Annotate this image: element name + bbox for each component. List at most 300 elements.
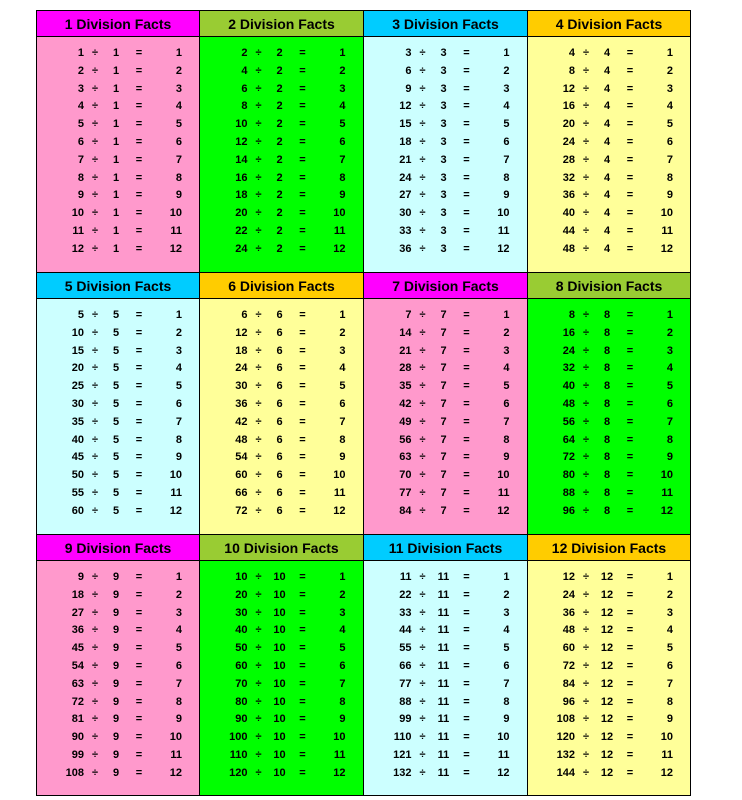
dividend: 10 [235,571,248,583]
equals-sign: = [135,344,143,357]
divisor: 2 [276,135,283,148]
equals-sign: = [135,766,143,779]
quotient: 5 [666,642,673,655]
fact-row [200,187,363,205]
quotient: 5 [666,118,673,131]
division-table-title: 4 Division Facts [528,11,690,37]
dividend: 63 [71,677,84,690]
divisor: 3 [440,118,447,131]
quotient: 3 [503,82,510,95]
division-table-title: 1 Division Facts [37,11,199,37]
equals-sign: = [626,224,634,237]
dividend: 8 [568,64,575,77]
dividend: 40 [235,624,248,637]
divide-sign: ÷ [255,451,262,464]
fact-row [200,205,363,223]
divisor: 5 [112,486,120,499]
divide-sign: ÷ [582,469,590,482]
divisor: 12 [600,659,614,672]
dividend: 16 [562,326,575,339]
division-table-8 [528,273,690,535]
fact-row [37,605,199,623]
divide-sign: ÷ [419,748,426,761]
dividend: 120 [229,766,248,779]
division-table-body [37,561,199,795]
equals-sign: = [135,64,143,77]
quotient: 1 [503,47,510,59]
equals-sign: = [463,606,470,619]
fact-row [200,360,363,378]
dividend: 96 [562,695,575,708]
quotient: 9 [503,713,510,726]
quotient: 12 [169,242,182,255]
divisor: 2 [276,171,283,184]
fact-row [528,694,690,712]
dividend: 72 [562,451,575,464]
quotient: 10 [497,731,510,744]
quotient: 12 [497,242,510,255]
divisor: 5 [112,433,120,446]
quotient: 11 [497,486,510,499]
divide-sign: ÷ [255,207,262,220]
quotient: 8 [175,433,182,446]
dividend: 24 [235,362,248,375]
quotient: 4 [175,362,182,375]
divisor: 9 [112,606,120,619]
divisor: 4 [603,135,611,148]
divisor: 6 [276,451,283,464]
dividend: 60 [235,659,248,672]
quotient: 5 [339,642,346,655]
divisor: 11 [437,606,450,619]
divide-sign: ÷ [255,171,262,184]
division-table-5 [37,273,200,535]
divide-sign: ÷ [255,624,262,637]
fact-row [528,503,690,521]
divide-sign: ÷ [582,766,590,779]
divide-sign: ÷ [255,571,262,583]
dividend: 30 [399,207,412,220]
fact-row [200,765,363,783]
division-table-4 [528,11,690,273]
equals-sign: = [135,642,143,655]
divide-sign: ÷ [255,344,262,357]
divide-sign: ÷ [255,677,262,690]
divide-sign: ÷ [91,224,99,237]
divisor: 3 [440,207,447,220]
equals-sign: = [299,713,306,726]
fact-row [364,605,527,623]
dividend: 90 [235,713,248,726]
divisor: 9 [112,588,120,601]
equals-sign: = [135,171,143,184]
fact-row [37,152,199,170]
divisor: 8 [603,451,611,464]
dividend: 84 [399,504,412,517]
fact-row [528,622,690,640]
fact-list [37,45,199,259]
fact-row [364,45,527,63]
quotient: 5 [175,380,182,393]
divide-sign: ÷ [91,397,99,410]
fact-row [528,396,690,414]
fact-row [37,307,199,325]
quotient: 1 [339,571,346,583]
quotient: 4 [339,100,346,113]
dividend: 24 [562,344,575,357]
quotient: 5 [339,118,346,131]
equals-sign: = [135,677,143,690]
dividend: 12 [399,100,412,113]
divisor: 6 [276,469,283,482]
equals-sign: = [299,362,306,375]
divisor: 4 [603,224,611,237]
equals-sign: = [299,326,306,339]
equals-sign: = [626,588,634,601]
divide-sign: ÷ [91,731,99,744]
dividend: 55 [71,486,84,499]
quotient: 2 [503,588,510,601]
dividend: 33 [399,606,412,619]
quotient: 10 [497,207,510,220]
dividend: 30 [235,606,248,619]
dividend: 24 [562,588,575,601]
dividend: 48 [562,624,575,637]
fact-row [364,134,527,152]
equals-sign: = [135,100,143,113]
fact-row [200,729,363,747]
divisor: 1 [112,47,120,59]
divisor: 1 [112,135,120,148]
fact-row [364,587,527,605]
dividend: 35 [399,380,412,393]
divisor: 5 [112,397,120,410]
divisor: 7 [440,344,447,357]
divide-sign: ÷ [255,82,262,95]
divisor: 9 [112,748,120,761]
quotient: 11 [333,748,346,761]
fact-row [200,694,363,712]
fact-row [364,622,527,640]
divide-sign: ÷ [91,624,99,637]
dividend: 9 [405,82,412,95]
divide-sign: ÷ [582,309,590,321]
quotient: 12 [169,504,182,517]
quotient: 6 [503,659,510,672]
fact-row [364,747,527,765]
quotient: 4 [339,624,346,637]
dividend: 20 [71,362,84,375]
divide-sign: ÷ [91,433,99,446]
divide-sign: ÷ [582,571,590,583]
dividend: 4 [568,47,575,59]
divisor: 11 [437,642,450,655]
divide-sign: ÷ [419,118,426,131]
quotient: 3 [175,82,182,95]
fact-row [364,414,527,432]
fact-row [200,343,363,361]
divide-sign: ÷ [255,469,262,482]
equals-sign: = [626,326,634,339]
divisor: 5 [112,362,120,375]
quotient: 11 [661,748,673,761]
fact-list [528,45,690,259]
divisor: 7 [440,309,447,321]
quotient: 7 [339,677,346,690]
divide-sign: ÷ [419,47,426,59]
fact-row [364,640,527,658]
division-table-body [364,299,527,534]
quotient: 10 [169,731,182,744]
dividend: 8 [77,171,84,184]
dividend: 100 [229,731,248,744]
fact-row [37,98,199,116]
divisor: 1 [112,64,120,77]
division-table-7 [364,273,528,535]
equals-sign: = [626,362,634,375]
divisor: 12 [600,588,614,601]
divisor: 3 [440,171,447,184]
fact-row [37,360,199,378]
dividend: 24 [399,171,412,184]
equals-sign: = [463,748,470,761]
divide-sign: ÷ [255,588,262,601]
divisor: 9 [112,695,120,708]
divide-sign: ÷ [582,380,590,393]
fact-row [364,658,527,676]
divide-sign: ÷ [255,135,262,148]
equals-sign: = [135,189,143,202]
dividend: 3 [77,82,84,95]
fact-row [37,187,199,205]
divisor: 12 [600,606,614,619]
equals-sign: = [463,100,470,113]
quotient: 10 [333,207,346,220]
divide-sign: ÷ [582,677,590,690]
dividend: 20 [235,207,248,220]
divide-sign: ÷ [91,82,99,95]
equals-sign: = [626,571,634,583]
equals-sign: = [299,606,306,619]
divide-sign: ÷ [419,326,426,339]
fact-row [528,187,690,205]
divide-sign: ÷ [255,766,262,779]
quotient: 6 [666,397,673,410]
divisor: 3 [440,47,447,59]
fact-row [37,378,199,396]
dividend: 30 [235,380,248,393]
fact-row [364,307,527,325]
equals-sign: = [626,82,634,95]
equals-sign: = [626,433,634,446]
divisor: 10 [273,571,286,583]
divisor: 11 [437,659,450,672]
quotient: 11 [170,748,182,761]
equals-sign: = [299,451,306,464]
quotient: 9 [175,189,182,202]
equals-sign: = [463,189,470,202]
dividend: 24 [562,135,575,148]
divisor: 10 [273,659,286,672]
dividend: 48 [562,242,575,255]
quotient: 10 [333,731,346,744]
divisor: 11 [437,571,450,583]
divisor: 7 [440,326,447,339]
equals-sign: = [463,731,470,744]
divide-sign: ÷ [91,415,99,428]
divisor: 4 [603,189,611,202]
quotient: 6 [175,659,182,672]
division-table-title: 10 Division Facts [200,535,363,561]
fact-row [37,765,199,783]
fact-row [37,343,199,361]
dividend: 15 [71,344,84,357]
fact-row [200,63,363,81]
dividend: 144 [556,766,575,779]
dividend: 21 [399,153,412,166]
divide-sign: ÷ [91,189,99,202]
divide-sign: ÷ [582,433,590,446]
equals-sign: = [299,380,306,393]
divide-sign: ÷ [91,588,99,601]
fact-row [528,658,690,676]
divide-sign: ÷ [255,189,262,202]
divide-sign: ÷ [419,606,426,619]
equals-sign: = [463,469,470,482]
divisor: 1 [112,118,120,131]
divisor: 5 [112,415,120,428]
divide-sign: ÷ [582,135,590,148]
dividend: 45 [71,451,84,464]
divisor: 10 [273,731,286,744]
equals-sign: = [135,207,143,220]
equals-sign: = [463,677,470,690]
divide-sign: ÷ [582,326,590,339]
equals-sign: = [463,504,470,517]
divide-sign: ÷ [91,207,99,220]
fact-row [200,98,363,116]
equals-sign: = [299,47,306,59]
divide-sign: ÷ [419,207,426,220]
division-table-10 [200,535,364,795]
fact-row [528,640,690,658]
quotient: 11 [333,224,346,237]
equals-sign: = [626,47,634,59]
divide-sign: ÷ [582,504,590,517]
dividend: 84 [562,677,575,690]
equals-sign: = [299,242,306,255]
fact-list [200,307,363,521]
dividend: 54 [235,451,248,464]
fact-list [200,569,363,783]
equals-sign: = [626,64,634,77]
equals-sign: = [299,82,306,95]
divide-sign: ÷ [255,326,262,339]
divide-sign: ÷ [91,677,99,690]
fact-row [37,81,199,99]
dividend: 3 [405,47,412,59]
divisor: 6 [276,326,283,339]
dividend: 80 [235,695,248,708]
dividend: 121 [393,748,412,761]
quotient: 1 [666,47,673,59]
equals-sign: = [135,415,143,428]
dividend: 18 [71,588,84,601]
quotient: 5 [503,380,510,393]
fact-row [200,223,363,241]
divide-sign: ÷ [255,380,262,393]
fact-row [528,63,690,81]
divide-sign: ÷ [419,571,426,583]
dividend: 99 [399,713,412,726]
divide-sign: ÷ [419,486,426,499]
fact-row [528,676,690,694]
equals-sign: = [135,135,143,148]
divisor: 8 [603,433,611,446]
fact-row [364,223,527,241]
fact-row [528,765,690,783]
division-table-title: 2 Division Facts [200,11,363,37]
quotient: 11 [333,486,346,499]
quotient: 12 [497,504,510,517]
dividend: 21 [399,344,412,357]
quotient: 8 [666,433,673,446]
fact-row [364,729,527,747]
dividend: 132 [556,748,575,761]
fact-list [528,569,690,783]
equals-sign: = [135,47,143,59]
quotient: 3 [339,344,346,357]
equals-sign: = [463,362,470,375]
division-table-title: 11 Division Facts [364,535,527,561]
dividend: 9 [77,189,84,202]
dividend: 25 [71,380,84,393]
divisor: 7 [440,504,447,517]
equals-sign: = [626,659,634,672]
divisor: 12 [600,677,614,690]
fact-row [364,449,527,467]
fact-row [37,622,199,640]
division-table-title: 6 Division Facts [200,273,363,299]
divisor: 12 [600,571,614,583]
quotient: 9 [339,713,346,726]
fact-row [200,485,363,503]
divide-sign: ÷ [91,695,99,708]
divisor: 2 [276,224,283,237]
dividend: 81 [71,713,84,726]
quotient: 8 [666,171,673,184]
divisor: 7 [440,362,447,375]
dividend: 15 [399,118,412,131]
quotient: 6 [503,397,510,410]
fact-row [200,587,363,605]
equals-sign: = [135,748,143,761]
fact-row [364,396,527,414]
divide-sign: ÷ [419,713,426,726]
fact-row [364,765,527,783]
fact-row [364,694,527,712]
fact-row [37,729,199,747]
equals-sign: = [626,748,634,761]
equals-sign: = [626,469,634,482]
equals-sign: = [626,189,634,202]
quotient: 3 [666,82,673,95]
divisor: 11 [437,731,450,744]
divisor: 8 [603,380,611,393]
dividend: 88 [399,695,412,708]
dividend: 132 [393,766,412,779]
divide-sign: ÷ [255,153,262,166]
